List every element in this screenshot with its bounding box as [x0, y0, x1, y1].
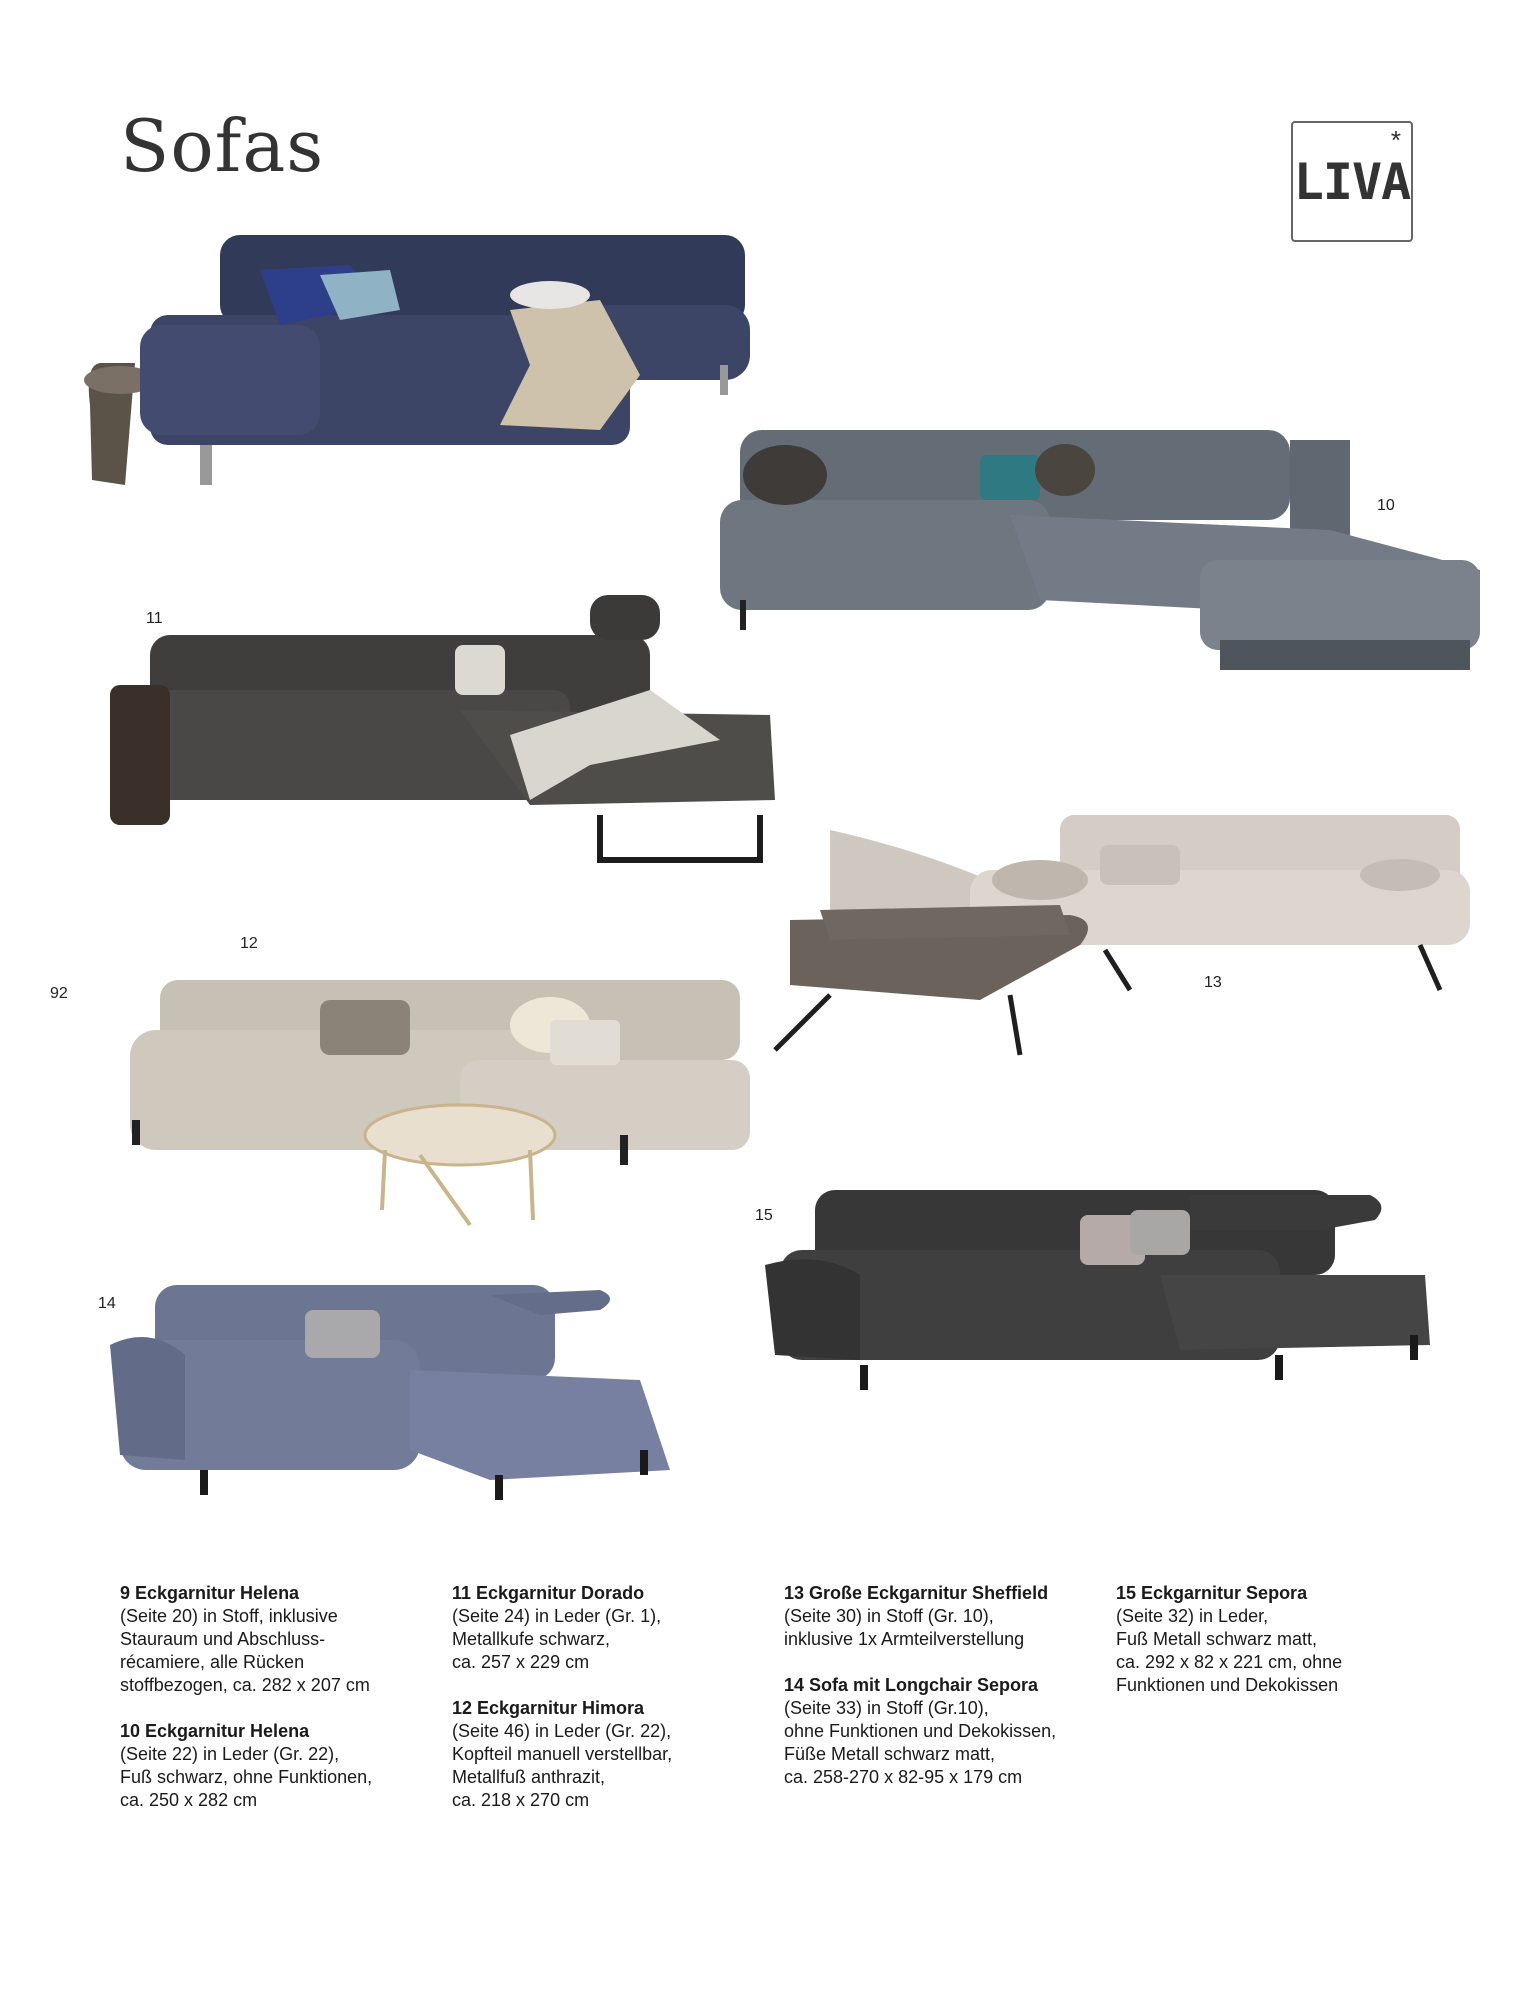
sofa-image-9	[80, 215, 760, 500]
text-column-3	[784, 1582, 1104, 1812]
liva-logo	[1291, 121, 1413, 242]
product-line: (Seite 46) in Leder (Gr. 22),	[452, 1721, 672, 1741]
logo-star-icon: *	[1390, 125, 1401, 155]
product-line: ca. 250 x 282 cm	[120, 1790, 258, 1810]
product-14	[784, 1674, 1104, 1789]
product-line: ca. 218 x 270 cm	[452, 1790, 590, 1810]
item-number-14: 14	[98, 1295, 116, 1312]
product-line: (Seite 33) in Stoff (Gr.10),	[784, 1698, 989, 1718]
product-line: (Seite 22) in Leder (Gr. 22),	[120, 1744, 340, 1764]
text-column-1	[120, 1582, 440, 1835]
product-line: Fuß Metall schwarz matt,	[1116, 1629, 1318, 1649]
logo-text: LIVA	[1293, 153, 1411, 211]
product-heading: 13 Große Eckgarnitur Sheffield	[784, 1583, 1049, 1603]
item-number-11: 11	[146, 610, 163, 627]
sofa-image-12	[120, 970, 760, 1235]
product-line: Metallkufe schwarz,	[452, 1629, 611, 1649]
product-line: inklusive 1x Armteilverstellung	[784, 1629, 1025, 1649]
product-line: (Seite 30) in Stoff (Gr. 10),	[784, 1606, 994, 1626]
item-number-12: 12	[240, 935, 258, 952]
product-10	[120, 1720, 440, 1812]
product-heading: 15 Eckgarnitur Sepora	[1116, 1583, 1308, 1603]
product-heading: 12 Eckgarnitur Himora	[452, 1698, 645, 1718]
product-heading: 14 Sofa mit Longchair Sepora	[784, 1675, 1039, 1695]
product-line: Füße Metall schwarz matt,	[784, 1744, 996, 1764]
page-title: Sofas	[120, 104, 325, 188]
item-number-10: 10	[1377, 497, 1395, 514]
sofa-image-13	[770, 810, 1490, 1060]
text-column-4	[1116, 1582, 1436, 1720]
sofa-image-14	[110, 1270, 680, 1510]
item-number-13: 13	[1204, 974, 1222, 991]
product-heading: 11 Eckgarnitur Dorado	[452, 1583, 645, 1603]
product-15	[1116, 1582, 1436, 1697]
product-9	[120, 1582, 440, 1697]
product-12	[452, 1697, 772, 1812]
product-line: Fuß schwarz, ohne Funktionen,	[120, 1767, 373, 1787]
item-number-15: 15	[755, 1207, 773, 1224]
product-heading: 10 Eckgarnitur Helena	[120, 1721, 310, 1741]
product-line: (Seite 20) in Stoff, inklusive	[120, 1606, 338, 1626]
sofa-image-11	[110, 590, 780, 865]
page-number: 92	[50, 985, 68, 1002]
product-line: récamiere, alle Rücken	[120, 1652, 305, 1672]
product-11	[452, 1582, 772, 1674]
product-line: Stauraum und Abschluss-	[120, 1629, 326, 1649]
product-line: (Seite 24) in Leder (Gr. 1),	[452, 1606, 662, 1626]
product-line: Metallfuß anthrazit,	[452, 1767, 606, 1787]
product-line: ca. 257 x 229 cm	[452, 1652, 590, 1672]
product-heading: 9 Eckgarnitur Helena	[120, 1583, 300, 1603]
product-line: ca. 292 x 82 x 221 cm, ohne	[1116, 1652, 1343, 1672]
sofa-image-10	[710, 420, 1490, 705]
product-line: Kopfteil manuell verstellbar,	[452, 1744, 673, 1764]
text-column-2	[452, 1582, 772, 1835]
product-13	[784, 1582, 1104, 1651]
product-line: stoffbezogen, ca. 282 x 207 cm	[120, 1675, 370, 1695]
product-line: ca. 258-270 x 82-95 x 179 cm	[784, 1767, 1023, 1787]
product-line: Funktionen und Dekokissen	[1116, 1675, 1339, 1695]
product-line: (Seite 32) in Leder,	[1116, 1606, 1269, 1626]
sofa-image-15	[760, 1180, 1500, 1395]
product-line: ohne Funktionen und Dekokissen,	[784, 1721, 1057, 1741]
